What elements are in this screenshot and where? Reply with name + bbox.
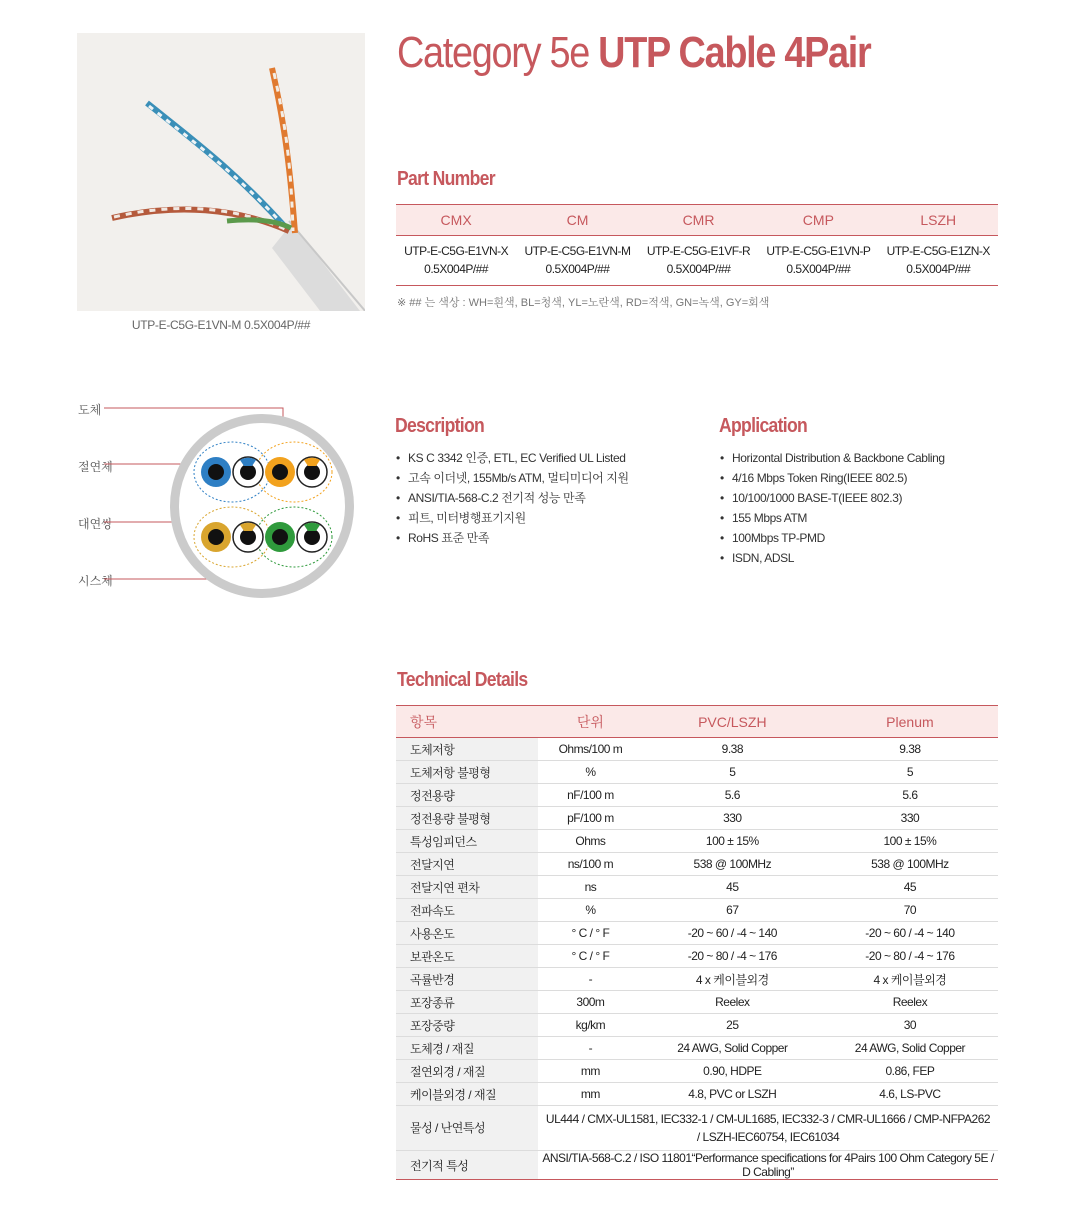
pn-cell	[396, 236, 516, 286]
spec-pvc-lszh: 538 @ 100MHz	[643, 853, 822, 876]
spec-unit: -	[538, 968, 643, 991]
spec-item: 곡률반경	[396, 968, 538, 991]
label-insulation: 절연체	[78, 460, 113, 474]
application-item: • 4/16 Mbps Token Ring(IEEE 802.5)	[720, 468, 945, 488]
spec-item: 정전용량 불평형	[396, 807, 538, 830]
technical-heading: Technical Details	[397, 669, 528, 691]
technical-table	[396, 705, 998, 1180]
application-item: • Horizontal Distribution & Backbone Cabling	[720, 448, 945, 468]
label-sheath: 시스체	[78, 574, 113, 588]
table-row	[396, 1060, 998, 1083]
application-item: • ISDN, ADSL	[720, 548, 945, 568]
spec-item: 사용온도	[396, 922, 538, 945]
pn-spec: 0.5X004P/##	[545, 262, 610, 276]
application-heading: Application	[719, 415, 808, 437]
pn-code: UTP-E-C5G-E1VF-R	[646, 244, 751, 258]
table-row	[396, 807, 998, 830]
description-item: • 고속 이더넷, 155Mb/s ATM, 멀티미디어 지원	[396, 468, 629, 488]
table-row	[396, 876, 998, 899]
spec-unit: mm	[538, 1083, 643, 1106]
description-item: • ANSI/TIA-568-C.2 전기적 성능 만족	[396, 488, 629, 508]
spec-pvc-lszh: 330	[643, 807, 822, 830]
pn-spec: 0.5X004P/##	[906, 262, 971, 276]
table-row	[396, 991, 998, 1014]
table-row	[396, 922, 998, 945]
spec-pvc-lszh: 45	[643, 876, 822, 899]
table-row	[396, 784, 998, 807]
spec-plenum: 4.6, LS-PVC	[822, 1083, 998, 1106]
pn-spec: 0.5X004P/##	[786, 262, 851, 276]
spec-item: 전파속도	[396, 899, 538, 922]
table-row	[396, 1083, 998, 1106]
spec-item: 도체저항 불평형	[396, 761, 538, 784]
spec-unit: -	[538, 1037, 643, 1060]
product-photo	[77, 33, 365, 311]
spec-plenum: 330	[822, 807, 998, 830]
spec-pvc-lszh: 25	[643, 1014, 822, 1037]
spec-pvc-lszh: -20 ~ 80 / -4 ~ 176	[643, 945, 822, 968]
spec-item: 포장중량	[396, 1014, 538, 1037]
flame-line-2: / LSZH-IEC60754, IEC61034	[696, 1130, 840, 1144]
spec-unit: ns	[538, 876, 643, 899]
col-unit: 단위	[538, 706, 643, 738]
table-row	[396, 1151, 998, 1180]
spec-pvc-lszh: 0.90, HDPE	[643, 1060, 822, 1083]
spec-plenum: 70	[822, 899, 998, 922]
col-pvc-lszh: PVC/LSZH	[643, 706, 822, 738]
spec-pvc-lszh: 4.8, PVC or LSZH	[643, 1083, 822, 1106]
color-code-note: ※ ## 는 색상 : WH=흰색, BL=청색, YL=노란색, RD=적색, GN=녹색, GY=회색	[397, 297, 770, 309]
application-item: • 155 Mbps ATM	[720, 508, 945, 528]
spec-pvc-lszh: 9.38	[643, 738, 822, 761]
spec-flame-value	[538, 1106, 998, 1151]
description-item: • 피트, 미터병행표기지원	[396, 508, 629, 528]
spec-pvc-lszh: -20 ~ 60 / -4 ~ 140	[643, 922, 822, 945]
cable-illustration	[77, 33, 365, 311]
pn-col-cmp: CMP	[758, 205, 878, 236]
spec-pvc-lszh: 100 ± 15%	[643, 830, 822, 853]
pn-col-lszh: LSZH	[878, 205, 998, 236]
spec-plenum: -20 ~ 80 / -4 ~ 176	[822, 945, 998, 968]
pn-cell	[878, 236, 998, 286]
spec-plenum: 5	[822, 761, 998, 784]
description-item: • KS C 3342 인증, ETL, EC Verified UL Listed	[396, 448, 629, 468]
pn-code: UTP-E-C5G-E1ZN-X	[886, 244, 990, 258]
table-row	[396, 1037, 998, 1060]
spec-unit: kg/km	[538, 1014, 643, 1037]
spec-plenum: 30	[822, 1014, 998, 1037]
table-row	[396, 945, 998, 968]
table-row	[396, 853, 998, 876]
sheath-inner	[179, 423, 345, 589]
pn-cell	[639, 236, 758, 286]
technical-body	[396, 738, 998, 1180]
pn-cell	[516, 236, 639, 286]
spec-plenum: 24 AWG, Solid Copper	[822, 1037, 998, 1060]
application-list	[720, 448, 945, 568]
spec-item: 특성임피던스	[396, 830, 538, 853]
pn-col-cmr: CMR	[639, 205, 758, 236]
pn-code: UTP-E-C5G-E1VN-P	[766, 244, 871, 258]
pn-col-cm: CM	[516, 205, 639, 236]
part-number-row	[396, 236, 998, 286]
spec-plenum: 45	[822, 876, 998, 899]
spec-unit: Ohms/100 m	[538, 738, 643, 761]
table-row	[396, 830, 998, 853]
table-row	[396, 1106, 998, 1151]
table-row	[396, 738, 998, 761]
spec-item: 보관온도	[396, 945, 538, 968]
spec-pvc-lszh: 67	[643, 899, 822, 922]
spec-pvc-lszh: 4 x 케이블외경	[643, 968, 822, 991]
col-plenum: Plenum	[822, 706, 998, 738]
title-product: UTP Cable 4Pair	[598, 28, 871, 77]
technical-header-row	[396, 706, 998, 738]
spec-unit: nF/100 m	[538, 784, 643, 807]
spec-unit: ° C / ° F	[538, 945, 643, 968]
spec-plenum: -20 ~ 60 / -4 ~ 140	[822, 922, 998, 945]
pn-col-cmx: CMX	[396, 205, 516, 236]
table-row	[396, 1014, 998, 1037]
spec-item: 전기적 특성	[396, 1151, 538, 1180]
part-number-heading: Part Number	[397, 168, 495, 190]
spec-plenum: 538 @ 100MHz	[822, 853, 998, 876]
part-number-header-row	[396, 205, 998, 236]
description-item: • RoHS 표준 만족	[396, 528, 629, 548]
label-conductor: 도체	[78, 403, 102, 417]
pn-cell	[758, 236, 878, 286]
spec-pvc-lszh: 5.6	[643, 784, 822, 807]
spec-item: 도체경 / 재질	[396, 1037, 538, 1060]
application-item: • 100Mbps TP-PMD	[720, 528, 945, 548]
spec-plenum: Reelex	[822, 991, 998, 1014]
photo-caption: UTP-E-C5G-E1VN-M 0.5X004P/##	[131, 318, 311, 332]
pn-spec: 0.5X004P/##	[424, 262, 489, 276]
spec-unit: ° C / ° F	[538, 922, 643, 945]
page-title	[397, 28, 870, 78]
title-category: Category 5e	[397, 28, 589, 77]
spec-unit: ns/100 m	[538, 853, 643, 876]
spec-pvc-lszh: Reelex	[643, 991, 822, 1014]
flame-line-1: UL444 / CMX-UL1581, IEC332-1 / CM-UL1685, IEC332-3 / CMR-UL1666 / CMP-NFPA262	[545, 1112, 991, 1126]
spec-plenum: 0.86, FEP	[822, 1060, 998, 1083]
table-row	[396, 761, 998, 784]
table-row	[396, 899, 998, 922]
spec-pvc-lszh: 5	[643, 761, 822, 784]
pn-spec: 0.5X004P/##	[666, 262, 731, 276]
spec-item: 정전용량	[396, 784, 538, 807]
description-list	[396, 448, 629, 548]
cable-cross-section	[0, 380, 380, 620]
pn-code: UTP-E-C5G-E1VN-M	[524, 244, 631, 258]
spec-item: 케이블외경 / 재질	[396, 1083, 538, 1106]
spec-unit: %	[538, 761, 643, 784]
spec-item: 물성 / 난연특성	[396, 1106, 538, 1151]
spec-plenum: 5.6	[822, 784, 998, 807]
table-row	[396, 968, 998, 991]
spec-item: 전달지연 편차	[396, 876, 538, 899]
spec-item: 절연외경 / 재질	[396, 1060, 538, 1083]
spec-plenum: 9.38	[822, 738, 998, 761]
spec-plenum: 100 ± 15%	[822, 830, 998, 853]
spec-electrical-value: ANSI/TIA-568-C.2 / ISO 11801“Performance specifications for 4Pairs 100 Ohm Category 5E / D Cabling”	[538, 1151, 998, 1180]
application-item: • 10/100/1000 BASE-T(IEEE 802.3)	[720, 488, 945, 508]
col-item: 항목	[396, 706, 538, 738]
spec-unit: Ohms	[538, 830, 643, 853]
spec-unit: %	[538, 899, 643, 922]
spec-plenum: 4 x 케이블외경	[822, 968, 998, 991]
part-number-table	[396, 204, 998, 286]
spec-item: 포장종류	[396, 991, 538, 1014]
spec-unit: 300m	[538, 991, 643, 1014]
pn-code: UTP-E-C5G-E1VN-X	[404, 244, 509, 258]
spec-unit: pF/100 m	[538, 807, 643, 830]
label-twisted-pair: 대연쌍	[78, 517, 113, 531]
spec-item: 전달지연	[396, 853, 538, 876]
spec-unit: mm	[538, 1060, 643, 1083]
spec-item: 도체저항	[396, 738, 538, 761]
description-heading: Description	[395, 415, 485, 437]
spec-pvc-lszh: 24 AWG, Solid Copper	[643, 1037, 822, 1060]
